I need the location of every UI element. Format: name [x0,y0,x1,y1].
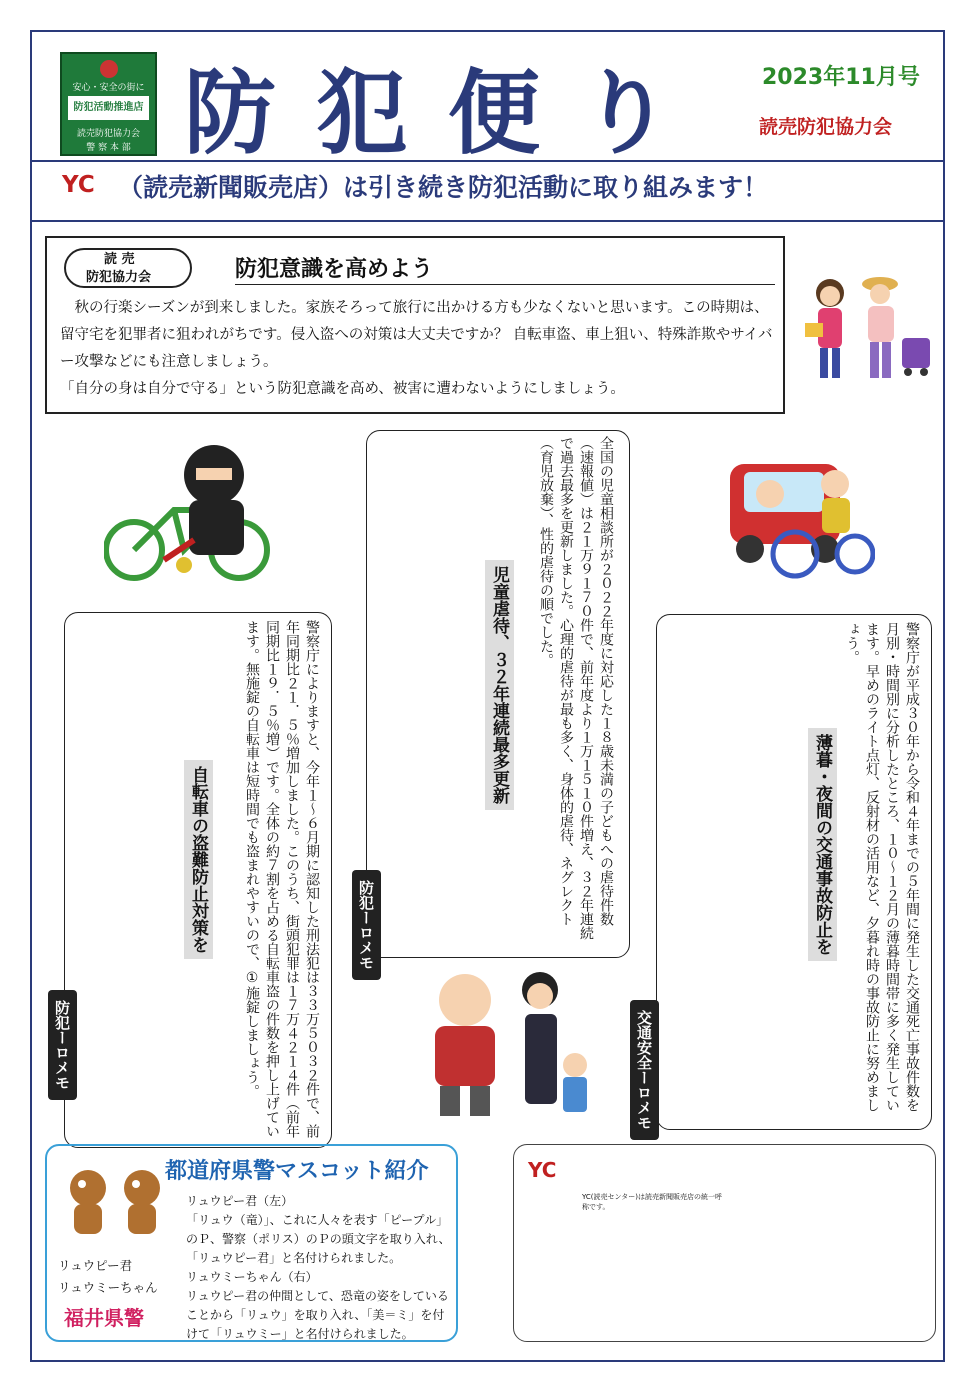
family-scolding-illustration [410,960,600,1120]
badge-middle-text: 防犯活動推進店 [68,96,149,120]
travelers-illustration [800,268,940,384]
heading-underline [235,284,775,285]
child-abuse-text: 全国の児童相談所が２０２２年度に対応した１８歳未満の子どもへの虐待件数（速報値）は２１万９１７０件で、前年度より１万１５１０件増え、３２年連続で過去最多を更新しました。心理的虐待が最も多く、身体的虐待、ネグレクト（育児放棄）、性的虐待の順でした。 [538,436,614,940]
traffic-safety-text: 警察庁が平成３０年から令和４年までの５年間に発生した交通死亡事故件数を月別・時間別に分析したところ、１０〜１２月の薄暮時間帯に多く発生しています。早めのライト点灯、反射材の活用など、夕暮れ時の事故防止に努めましょう。 [844,622,920,1112]
traffic-memo-ribbon: 交通安全ーロメモ [630,1000,659,1140]
yc-logo: YC [62,172,95,198]
crime-memo-ribbon-2: 防犯ーロメモ [352,870,381,980]
issue-date: 2023年11月号 [762,65,920,90]
bicycle-theft-text: 警察庁によりますと、今年１〜６月期に認知した刑法犯は３３万５０３２件で、前年同期比２１．５％増加しました。このうち、街頭犯罪は１７万４２１４件（前年同期比１９．５％増）です。全体の約７割を占める自転車盗の件数を押し上げています。無施錠の自転車は短時間でも盗まれやすいので、①施錠しましょう。 [244,620,320,1138]
bicycle-thief-illustration [104,440,279,600]
intro-paragraph-2: 「自分の身は自分で守る」という防犯意識を高め、被害に遭わないようにしましょう。 [60,381,625,397]
mascot-heading: 都道府県警マスコット紹介 [165,1159,429,1184]
store-info-box [513,1144,936,1342]
mascot-name-2: リュウミーちゃん [58,1280,158,1295]
badge-emblem-icon [100,60,118,78]
slogan-text: （読売新聞販売店）は引き続き防犯活動に取り組みます！ [118,173,769,202]
publisher-org: 読売防犯協力会 [759,116,893,138]
crime-memo-ribbon-1: 防犯ーロメモ [48,990,77,1100]
badge-bottom-text-2: 警 察 本 部 [86,143,131,153]
prefecture-label: 福井県警 [64,1306,144,1330]
yc-note: YC(読売センター)は読売新聞販売店の統一呼称です。 [582,1193,722,1211]
org-tag [64,248,192,288]
org-tag-bottom: 防犯協力会 [86,270,152,285]
mascot-illustration [60,1160,170,1240]
intro-text [60,295,775,403]
traffic-safety-heading: 薄暮・夜間の交通事故防止を [808,728,837,961]
intro-paragraph-1: 秋の行楽シーズンが到来しました。家族そろって旅行に出かける方も少なくないと思います。この時期は、留守宅を犯罪者に狙われがちです。侵入盗への対策は大丈夫ですか？ 自転車盗、車上狙い、特殊詐欺やサイバー攻撃などにも注意しましょう。 [60,300,773,370]
child-abuse-heading: 児童虐待、３２年連続最多更新 [485,560,514,810]
yc-logo-small: YC [528,1158,557,1182]
badge-top-text: 安心・安全の街に [72,83,145,93]
page-title: 防犯便り [184,59,713,167]
mascot-description: リュウピー君（左） 「リュウ（竜）」、これに人々を表す「ピープル」のＰ、警察（ポリス）のＰの頭文字を取り入れ、「リュウピー君」と名付けられました。 リュウミーちゃん（右） リュウピー君の仲間として、恐竜の姿をしていることから「リュウ」を取り入れ、「美＝ミ」を付けて「リュウミー」と名付けられました。 [186,1194,451,1341]
bicycle-theft-heading: 自転車の盗難防止対策を [184,760,213,959]
mascot-name-1: リュウピー君 [58,1258,133,1273]
car-bicycle-accident-illustration [700,434,875,584]
org-tag-top: 読 売 [104,252,135,267]
badge-bottom-text-1: 読売防犯協力会 [76,129,140,139]
intro-heading: 防犯意識を高めよう [235,257,434,282]
crime-prevention-badge [60,52,157,156]
